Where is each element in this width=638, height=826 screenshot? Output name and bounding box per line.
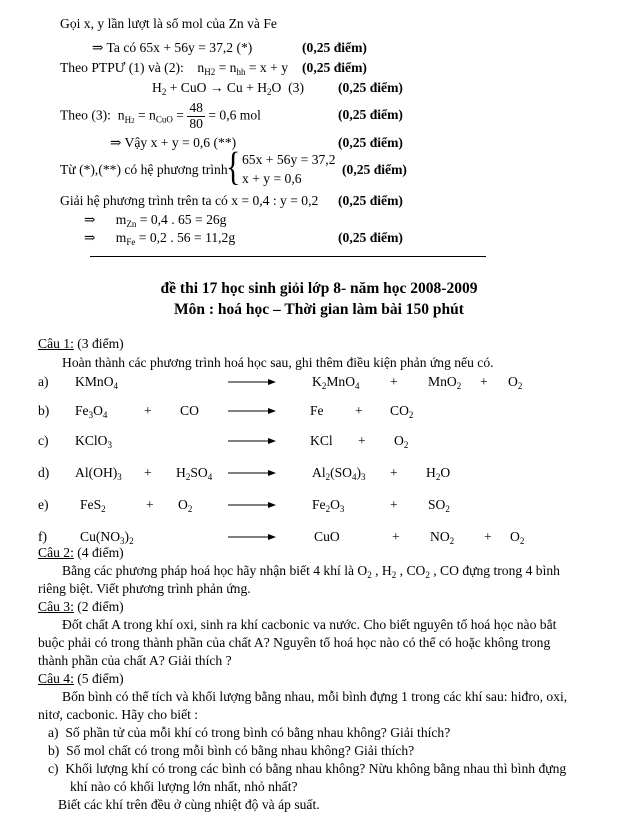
- score-line-7: (0,25 điểm): [342, 162, 407, 177]
- reaction-f: f): [38, 529, 48, 544]
- reaction-a-reactant: KMnO$_4$: [75, 374, 119, 391]
- question-1-heading: Câu 1: (3 điểm): [38, 336, 124, 351]
- reaction-c-product-2: $O_2$: [394, 433, 409, 450]
- plus-sign: +: [144, 465, 152, 480]
- reaction-arrow: [228, 500, 276, 510]
- reaction-d: d): [38, 465, 50, 480]
- question-4-item-c-cont: khí nào có khối lượng lớn nhất, nhỏ nhất?: [70, 779, 298, 794]
- plus-sign: +: [355, 403, 363, 418]
- solution-line-6: ⇒ Vậy x + y = 0,6 (**): [110, 135, 237, 150]
- plus-sign: +: [390, 465, 398, 480]
- solution-line-4: $H_2$ + CuO → $Cu + H_2O$ (3): [152, 80, 304, 97]
- plus-sign: +: [358, 433, 366, 448]
- reaction-c-reactant: KClO$_3$: [75, 433, 112, 450]
- reaction-f-product-3: $O_2$: [510, 529, 525, 546]
- reaction-c-product-1: KCl: [310, 433, 333, 448]
- score-line-10: (0,25 điểm): [338, 230, 403, 245]
- question-4-item-a: a) Số phần tử của mỗi khí có trong bình có bằng nhau không? Giải thích?: [48, 725, 451, 740]
- plus-sign: +: [390, 374, 398, 389]
- solution-line-5: Theo (3): $n_{H2} = n_{CuO}$ = $\frac{48}{80}$ = 0,6 mol: [60, 100, 261, 131]
- solution-line-1: Gọi x, y lần lượt là số mol của Zn và Fe: [60, 16, 277, 31]
- reaction-e-product-2: $SO_2$: [428, 497, 450, 514]
- reaction-f-product-2: $NO_2$: [430, 529, 455, 546]
- reaction-f-reactant: $Cu(NO_3)_2$: [80, 529, 134, 546]
- solution-line-10: ⇒ $m_{Fe} = 0,2$ . 56 = 11,2g: [84, 230, 236, 247]
- reaction-c: c): [38, 433, 49, 448]
- score-line-6: (0,25 điểm): [338, 135, 403, 150]
- plus-sign: +: [146, 497, 154, 512]
- question-4-item-b: b) Số mol chất có trong mỗi bình có bằng nhau không? Giải thích?: [48, 743, 415, 758]
- reaction-d-product-1: $Al_2(SO_4)_3$: [312, 465, 366, 482]
- score-line-8: (0,25 điểm): [338, 193, 403, 208]
- system-eq-2: x + y = 0,6: [242, 171, 302, 186]
- question-3-text-3: thành phần của chất A? Giải thích ?: [38, 653, 232, 668]
- implies-arrow: ⇒: [92, 40, 104, 55]
- reaction-arrow: [228, 468, 276, 478]
- question-4-text-2: nitơ, cacbonic. Hãy cho biết :: [38, 707, 199, 722]
- plus-sign: +: [392, 529, 400, 544]
- exam-title: đề thi 17 học sinh giỏi lớp 8- năm học 2008-2009: [160, 280, 478, 297]
- score-line-3: (0,25 điểm): [302, 60, 367, 75]
- reaction-arrow: [228, 532, 276, 542]
- reaction-a-products: $K_2MnO_4$: [312, 374, 360, 391]
- system-eq-1: 65x + 56y = 37,2: [242, 152, 336, 167]
- question-3-heading: Câu 3: (2 điểm): [38, 599, 124, 614]
- question-2-heading: Câu 2: (4 điểm): [38, 545, 124, 560]
- question-2-text-2: riêng biệt. Viết phương trình phản ứng.: [38, 581, 251, 596]
- plus-sign: +: [144, 403, 152, 418]
- reaction-a-product-2: MnO$_2$: [428, 374, 462, 391]
- solution-line-2: ⇒ Ta có 65x + 56y = 37,2 (*): [92, 40, 253, 55]
- question-4-heading: Câu 4: (5 điểm): [38, 671, 124, 686]
- reaction-a: a): [38, 374, 49, 389]
- reaction-arrow: [228, 377, 276, 387]
- reaction-f-product-1: CuO: [314, 529, 340, 544]
- reaction-b-product-1: Fe: [310, 403, 324, 418]
- divider-line: [90, 256, 486, 257]
- reaction-d-product-2: $H_2O$: [426, 465, 451, 482]
- solution-line-8: Giải hệ phương trình trên ta có x = 0,4 : y = 0,2: [60, 193, 319, 208]
- plus-sign: +: [484, 529, 492, 544]
- question-4-note: Biết các khí trên đều ở cùng nhiệt độ và áp suất.: [58, 797, 320, 812]
- reaction-e-product-1: $Fe_2O_3$: [312, 497, 345, 514]
- solution-line-9: ⇒ $m_{Zn} = 0,4$ . 65 = 26g: [84, 212, 227, 229]
- question-4-item-c: c) Khối lượng khí có trong các bình có bằng nhau không? Nừu không bằng nhau thì bình đựng: [48, 761, 567, 776]
- reaction-a-product-3: $O_2$: [508, 374, 523, 391]
- reaction-arrow: [228, 406, 276, 416]
- reaction-b-reactant-2: CO: [180, 403, 199, 418]
- solution-line-7: Từ (*),(**) có hệ phương trình: [60, 162, 228, 177]
- plus-sign: +: [480, 374, 488, 389]
- score-line-2: (0,25 điểm): [302, 40, 367, 55]
- plus-sign: +: [390, 497, 398, 512]
- reaction-b-reactant-1: $Fe_3O_4$: [75, 403, 108, 420]
- reaction-e-reactant-2: $O_2$: [178, 497, 193, 514]
- equation-system-brace: {: [226, 144, 241, 189]
- question-3-text-2: buộc phải có trong thành phần của chất A? Nguyên tố hoá học nào có thể có hoặc không trong: [38, 635, 551, 650]
- reaction-arrow: [228, 436, 276, 446]
- question-3-text-1: Đốt chất A trong khí oxi, sinh ra khí cacbonic va nước. Cho biết nguyên tố hoá học nào bắt: [62, 617, 557, 632]
- reaction-d-reactant-2: $H_2SO_4$: [176, 465, 213, 482]
- question-2-text-1: Bằng các phương pháp hoá học hãy nhận biết 4 khí là $O_2$ , $H_2$ , $CO_2$ , CO đựng trong 4 bình: [62, 563, 560, 580]
- solution-line-3: Theo PTPƯ (1) và (2): $n_{H2} = n_{hh} = x + y$: [60, 60, 288, 77]
- fraction-48-80: $\frac{48}{80}$: [189, 100, 203, 131]
- reaction-e: e): [38, 497, 49, 512]
- score-line-5: (0,25 điểm): [338, 107, 403, 122]
- question-1-text: Hoàn thành các phương trình hoá học sau, ghi thêm điều kiện phản ứng nếu có.: [62, 355, 494, 370]
- question-4-text-1: Bốn bình có thể tích và khối lượng bằng nhau, mỗi bình đựng 1 trong các khí sau: hiđro, oxi,: [62, 689, 568, 704]
- reaction-b: b): [38, 403, 50, 418]
- score-line-4: (0,25 điểm): [338, 80, 403, 95]
- reaction-b-product-2: $CO_2$: [390, 403, 414, 420]
- exam-subtitle: Môn : hoá học – Thời gian làm bài 150 phút: [174, 301, 464, 318]
- reaction-e-reactant-1: FeS$_2$: [80, 497, 106, 514]
- reaction-d-reactant-1: $Al(OH)_3$: [75, 465, 122, 482]
